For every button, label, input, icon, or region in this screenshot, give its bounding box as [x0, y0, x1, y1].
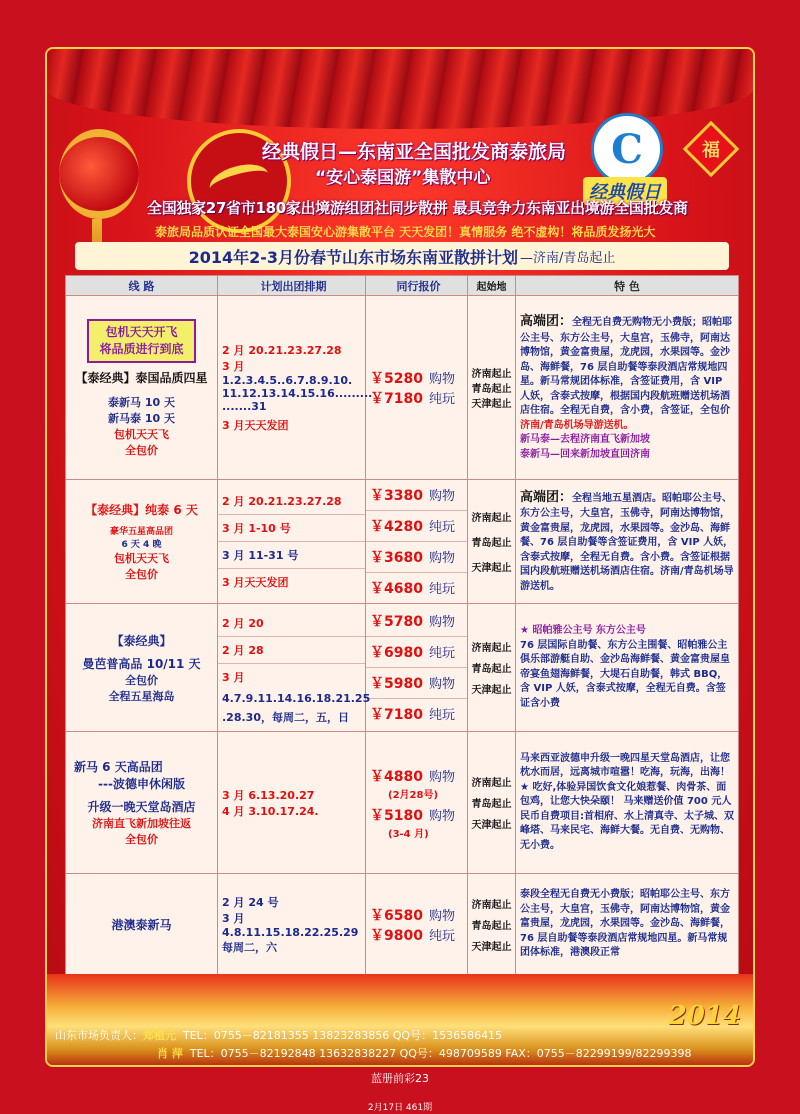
col-route: 线 路: [66, 276, 218, 296]
route-line: 泰新马 10 天: [108, 395, 175, 409]
dates-cell: [218, 480, 366, 604]
departure-city: 青岛起止: [471, 799, 512, 810]
feature-line: 泰新马—回来新加坡直回济南: [520, 448, 650, 460]
date-line: 2 月 20.21.23.27.28: [222, 344, 342, 357]
feature-text: 马来西亚波德申升级一晚四星天堂岛酒店，让您枕水而居，远离城市喧嚣！吃海，玩海，出海！★ 吃好,体验异国饮食文化娘惹餐、肉骨茶、面包鸡，让您大快朵颐！ 马来赠送价值 700 元人民币自费项目:首相府、水上清真寺、太子城、双峰塔、马来民宅、海鲜大餐。无自费、无购物、无小费。: [520, 752, 734, 851]
price-label: 购物: [428, 769, 455, 785]
price-line: [366, 542, 467, 573]
departure-city: 青岛起止: [471, 921, 512, 932]
departure-city: 天津起止: [471, 563, 512, 574]
feature-text: 泰段全程无自费无小费版；昭帕耶公主号、东方公主号，大皇宫，玉佛寺，阿南达博物馆，黄金富贵屋，龙虎园，水果园等。金沙岛、海鲜餐，76 层自助餐等泰段酒店常规地四星。新马常规团体标准，港澳段正常: [520, 889, 730, 959]
dates-cell: [218, 732, 366, 874]
price-line: [370, 368, 467, 388]
price-amount: ￥4880: [370, 768, 423, 785]
route-line: 全包价: [125, 443, 158, 457]
route-cell: [66, 732, 218, 874]
route-cell: [66, 480, 218, 604]
route-title: 港澳泰新马: [111, 918, 172, 932]
feature-text: 全程当地五星酒店。昭帕耶公主号、东方公主号，大皇宫，玉佛寺，阿南达博物馆，黄金富贵屋，龙虎园，水果园等。金沙岛、海鲜餐、76 层自助餐等含签证费用，含 VIP 人妖，含泰式按摩，全程无自费。含小费。含签证根据国内段航班赠送机场酒店住宿。济南/青岛机场导游送机。: [520, 492, 734, 592]
poster: [45, 47, 755, 1067]
headline-slogan: 全国独家27省市180家出境游组团社同步散拼 最具竞争力东南亚出境游全国批发商: [147, 199, 688, 217]
route-title: 【泰经典】: [111, 633, 172, 648]
route-cell: [66, 604, 218, 732]
col-features: 特 色: [516, 276, 739, 296]
feature-cell: [516, 874, 739, 976]
route-line: 包机天天飞: [114, 427, 169, 441]
departure-cell: [468, 480, 516, 604]
departure-city: 济南起止: [471, 643, 512, 654]
departure-cell: [468, 732, 516, 874]
fu-knot-icon: 福: [683, 121, 740, 178]
route-cell: [66, 874, 218, 976]
contact-name: 肖 萍: [157, 1047, 183, 1060]
price-cell: [366, 296, 468, 480]
price-amount: ￥4280: [370, 519, 423, 535]
price-amount: ￥5180: [370, 807, 423, 824]
route-line: 全包价: [125, 833, 158, 846]
price-amount: ￥9800: [370, 927, 423, 944]
departure-city: 天津起止: [471, 820, 512, 831]
route-line: 新马泰 10 天: [108, 411, 175, 425]
feature-text: 全程无自费无购物无小费版；昭帕耶公主号、东方公主号，大皇宫，玉佛寺，阿南达博物馆，黄金富贵屋，龙虎园，水果园等。金沙岛、海鲜餐，76 层自助餐等泰段酒店常规地四星。新马常规团体标准，含签证费用，含 VIP 人妖，含泰式按摩，根据国内段航班赠送机场酒店住宿。全程无自费，含小费，含签证，全包价: [520, 316, 733, 417]
price-amount: ￥6980: [370, 645, 423, 661]
headline-subtitle: “安心泰国游”集散中心: [315, 168, 491, 188]
route-line: 曼芭普高品 10/11 天: [82, 656, 201, 671]
date-line: 1.2.3.4.5..6.7.8.9.10.: [222, 374, 353, 387]
departure-city: 青岛起止: [471, 664, 512, 675]
feature-text: 76 层国际自助餐、东方公主围餐、昭帕雅公主俱乐部游艇自助、金沙岛海鲜餐、黄金富贵屋皇帝宴鱼翅海鲜餐，大堤石自助餐，韩式 BBQ，含 VIP 人妖，含泰式按摩，全程无自费。含签证含小费: [520, 639, 730, 709]
feature-cell: [516, 296, 739, 480]
price-note: (3-4 月): [388, 828, 429, 840]
route-line: 豪华五星高品团: [109, 527, 173, 537]
feature-cell: [516, 604, 739, 732]
route-line: 6 天 4 晚: [121, 540, 162, 550]
price-line: [370, 805, 467, 825]
price-line: [366, 668, 467, 699]
price-line: [366, 606, 467, 637]
price-label: 纯玩: [428, 520, 455, 535]
headline-tagline: 泰旅局品质认证全国最大泰国安心游集散平台 天天发团！真情服务 绝不虚构！将品质发扬光大: [155, 225, 656, 239]
price-line: [370, 925, 467, 945]
price-line: [366, 573, 467, 603]
price-note: (2月28号): [388, 789, 439, 801]
banner-line: 将品质进行到底: [99, 342, 184, 356]
departure-cell: [468, 604, 516, 732]
col-dates: 计划出团排期: [218, 276, 366, 296]
price-line: [366, 699, 467, 729]
price-amount: ￥4680: [370, 581, 423, 597]
jingdian-logo-icon: C: [591, 113, 663, 185]
departure-city: 天津起止: [471, 399, 512, 410]
plan-heading-sub: —济南/青岛起止: [520, 250, 616, 266]
price-amount: ￥3380: [370, 488, 423, 504]
price-label: 购物: [428, 908, 455, 924]
price-amount: ￥5780: [370, 614, 423, 630]
price-label: 纯玩: [428, 391, 455, 407]
date-line: 3 月天天发团: [222, 419, 289, 432]
price-amount: ￥5280: [370, 370, 423, 387]
date-text: 2 月 28: [222, 644, 264, 657]
price-amount: ￥7180: [370, 390, 423, 407]
brand-name: 经典假日: [583, 177, 667, 205]
date-line: 4.8.11.15.18.22.25.29: [222, 926, 359, 939]
contact-info: [55, 1027, 755, 1063]
headline-title: 经典假日—东南亚全国批发商泰旅局: [262, 141, 567, 163]
page-label: 蓝册前彩23: [371, 1072, 429, 1085]
date-line: [218, 664, 365, 690]
price-label: 纯玩: [428, 646, 455, 661]
date-line: [218, 610, 365, 637]
price-label: 购物: [428, 489, 455, 504]
tour-table: [65, 275, 739, 976]
price-label: 购物: [428, 371, 455, 387]
departure-city: 济南起止: [471, 369, 512, 380]
table-row: [66, 296, 739, 480]
departure-city: 济南起止: [471, 778, 512, 789]
contact-line: [55, 1027, 755, 1045]
feature-cell: [516, 732, 739, 874]
price-label: 购物: [428, 677, 455, 692]
curtain-decoration: [47, 49, 753, 129]
price-cell: [366, 732, 468, 874]
contact-line: [55, 1045, 755, 1063]
date-text: 4.7.9.11.14.16.18.21.25: [222, 692, 371, 705]
banner-line: 包机天天开飞: [105, 325, 178, 340]
route-line: 包机天天飞: [114, 552, 169, 565]
route-cell: [66, 296, 218, 480]
charter-banner: [87, 319, 195, 363]
route-line: 全包价: [125, 568, 158, 581]
price-amount: ￥6580: [370, 907, 423, 924]
price-cell: [366, 604, 468, 732]
departure-city: 天津起止: [471, 942, 512, 953]
date-text: 3 月 11-31 号: [222, 549, 299, 562]
lantern-icon: [59, 129, 139, 219]
feature-cell: [516, 480, 739, 604]
departure-cell: [468, 296, 516, 480]
price-line: [366, 637, 467, 668]
contact-tel: TEL：0755－82181355 13823283856 QQ号：1536586415: [183, 1029, 503, 1042]
date-text: 3 月天天发团: [222, 576, 289, 589]
route-line: 升级一晚天堂岛酒店: [87, 800, 196, 814]
price-cell: [366, 874, 468, 976]
price-label: 购物: [428, 808, 455, 824]
date-line: 3 月: [222, 360, 245, 373]
date-line: 4 月 3.10.17.24.: [222, 804, 319, 818]
contact-label: 山东市场负责人：: [55, 1029, 143, 1042]
price-line: [366, 511, 467, 542]
year-logo: 2014: [668, 1001, 741, 1031]
price-amount: ￥3680: [370, 550, 423, 566]
date-line: [218, 569, 365, 595]
issue-label: 2月17日 461期: [367, 1103, 433, 1113]
dates-cell: [218, 604, 371, 732]
date-text: 3 月: [222, 671, 245, 684]
price-label: 购物: [428, 551, 455, 566]
date-line: 3 月 6.13.20.27: [222, 788, 315, 802]
date-line: [218, 542, 365, 569]
feature-head: ★ 昭帕雅公主号 东方公主号: [520, 625, 646, 636]
price-label: 纯玩: [428, 708, 455, 723]
dates-cell: [218, 874, 366, 976]
price-cell: [366, 480, 468, 604]
plan-heading-main: 2014年2-3月份春节山东市场东南亚散拼计划: [188, 247, 519, 267]
plan-heading: [75, 242, 729, 270]
contact-name: 郑植元: [143, 1029, 176, 1042]
date-line: 每周二，六: [222, 941, 277, 954]
date-text: 2 月 20: [222, 617, 264, 630]
departure-city: 济南起止: [471, 900, 512, 911]
departure-city: 济南起止: [471, 513, 512, 524]
feature-head: 高端团：: [520, 489, 573, 505]
price-label: 购物: [428, 615, 455, 630]
date-line: 3 月: [222, 912, 245, 925]
date-line: 2 月 24 号: [222, 896, 279, 909]
departure-city: 青岛起止: [471, 538, 512, 549]
feature-line: 济南/青岛机场导游送机。: [520, 419, 634, 431]
date-line: [218, 488, 365, 515]
price-amount: ￥7180: [370, 707, 423, 723]
table-row: [66, 874, 739, 976]
route-title: 【泰经典】纯泰 6 天: [85, 503, 198, 517]
date-line: [218, 690, 371, 705]
route-title: 【泰经典】泰国品质四星: [75, 370, 208, 385]
table-row: [66, 732, 739, 874]
price-line: [370, 388, 467, 408]
date-line: 11.12.13.14.15.16.........: [222, 387, 373, 400]
col-price: 同行报价: [366, 276, 468, 296]
col-departure: 起始地: [468, 276, 516, 296]
departure-city: 天津起止: [471, 685, 512, 696]
route-line: 济南直飞新加坡往返: [92, 817, 191, 830]
route-line: 全包价: [125, 673, 158, 687]
price-label: 纯玩: [428, 582, 455, 597]
feature-line: 新马泰—去程济南直飞新加坡: [520, 434, 650, 446]
price-amount: ￥5980: [370, 676, 423, 692]
date-line: .......31: [222, 400, 267, 413]
price-line: [370, 766, 467, 786]
price-line: [370, 905, 467, 925]
dates-cell: [218, 296, 373, 480]
table-row: [66, 480, 739, 604]
route-line: 全程五星海岛: [108, 689, 175, 703]
date-line: [218, 705, 365, 725]
route-line: ---波德申休闲版: [98, 777, 185, 791]
date-text: 2 月 20.21.23.27.28: [222, 495, 342, 508]
table-row: [66, 604, 739, 732]
departure-city: 青岛起止: [471, 384, 512, 395]
date-line: [218, 515, 365, 542]
date-text: .28.30，每周二，五，日: [222, 711, 349, 724]
departure-cell: [468, 874, 516, 976]
feature-head: 高端团：: [520, 313, 573, 329]
price-label: 纯玩: [428, 928, 455, 944]
price-line: [366, 480, 467, 511]
date-line: [218, 637, 365, 664]
contact-tel: TEL：0755－82192848 13632838227 QQ号：498709589 FAX：0755－82299199/82299398: [189, 1047, 692, 1060]
route-title: 新马 6 天高品团: [74, 760, 163, 774]
date-text: 3 月 1-10 号: [222, 522, 291, 535]
